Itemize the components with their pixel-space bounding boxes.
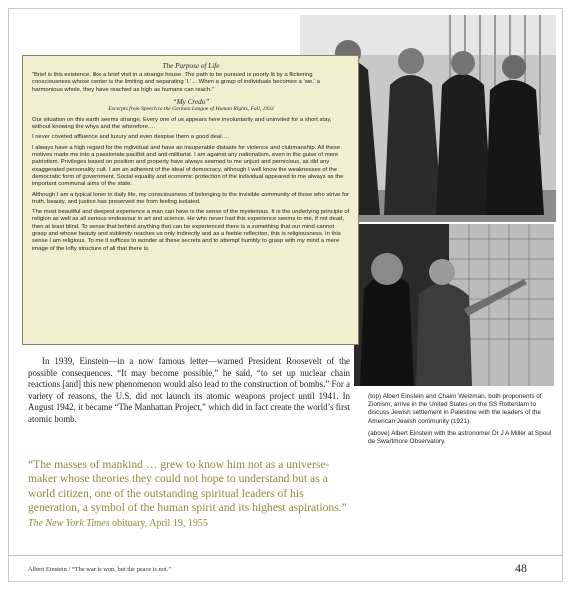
- photo-einstein-miller-observatory: [352, 222, 556, 388]
- sidebar-paragraph: I never coveted affluence and luxury and even despise them a good deal….: [32, 134, 230, 141]
- purpose-of-life-sidebar: [22, 55, 359, 345]
- sidebar-paragraph: The most beautiful and deepest experience a man can have is the sense of the mysterious. It is the underlying principle of religion as well as all serious endeavour in art and science. He who never had this experience seems to me, if not dead, then at least blind. To sense that behind anything that can be experienced there is a something that our mind cannot grasp and whose beauty and sublimity reaches us only indirectly and as a feeble reflection, this is religiousness. In this sense I am religious. To me it suffices to wonder at these secrets and to attempt humbly to grasp with my mind a mere image of the lofty structure of all that there is.: [32, 209, 350, 252]
- caption-top-photo: (top) Albert Einstein and Chaim Weizman, both proponents of Zionism, arrive in the United States on the SS Rotterdam to discuss Jewish settlement in Palestine with the leaders of the American Jewish community (1921).: [368, 393, 542, 425]
- sidebar-paragraph: Although I am a typical loner in daily life, my consciousness of belonging to the invisible community of those who strive for truth, beauty, and justice has preserved me from feeling isolated.: [32, 191, 349, 205]
- running-footer: Albert Einstein / “The war is won, but the peace is not.”: [28, 566, 172, 573]
- pull-quote-source: [28, 518, 348, 529]
- pull-quote: “The masses of mankind … grew to know him not as a universe-maker whose theories they could not hope to understand but as a world citizen, one of the outstanding spiritual leaders of his generation, a symbol of the human spirit and its highest aspirations.”: [28, 458, 347, 515]
- sidebar-quote-paragraph: “Brief is this existence, like a brief visit in a strange house. The path to be pursued is poorly lit by a flickering consciousness whose center is the limiting and separating ‘I.’… When a group of individuals becomes a ‘we,’ a harmonious whole, they have reached as high as humans can reach.”: [32, 72, 320, 93]
- pull-quote-publication: The New York Times: [28, 518, 110, 529]
- sidebar-paragraph: I always have a high regard for the individual and have an insuperable distaste for violence and clubmanship. All these motives made me into a passionate pacifist and anti-militarist. I am against any nationalism, even in the guise of mere patriotism. Privileges based on position and property have always seemed to me unjust and pernicious, as did any exaggerated personality cult. I am an adherent of the ideal of democracy, although I well know the weaknesses of the democratic form of government. Social equality and economic protection of the individual appeared to me always as the important communal aims of the state.: [32, 144, 344, 188]
- sidebar-source: Excerpts from Speech to the German League of Human Rights, Fall, 1932: [108, 105, 274, 112]
- page-number: 48: [515, 561, 527, 575]
- sidebar-title: The Purpose of Life: [162, 62, 220, 70]
- photo-bottom-illustration: [354, 224, 554, 386]
- body-paragraph: In 1939, Einstein—in a now famous letter—warned President Roosevelt of the possible consequences. “It may become possible,” he said, “to set up nuclear chain reactions [and] this new phenomenon would also lead to the construction of bombs.” For a variety of reasons, the U.S. did not launch its atomic weapons project until 1941. In August 1942, it became “The Manhattan Project,” which did in fact create the world’s first atomic bomb.: [28, 356, 350, 424]
- sidebar-paragraph: Our situation on this earth seems strange. Every one of us appears here involuntarily and uninvited for a short stay, without knowing the whys and the wherefore….: [32, 116, 332, 131]
- photo-captions: [368, 393, 554, 450]
- footer-divider: [9, 555, 562, 556]
- pull-quote-date: obituary, April 19, 1955: [109, 518, 208, 529]
- sidebar-subtitle: “My Credo”: [172, 97, 210, 106]
- caption-bottom-photo: (above) Albert Einstein with the astronomer Dr J A Miller at Spoul de Swartmore Observatory.: [368, 429, 552, 446]
